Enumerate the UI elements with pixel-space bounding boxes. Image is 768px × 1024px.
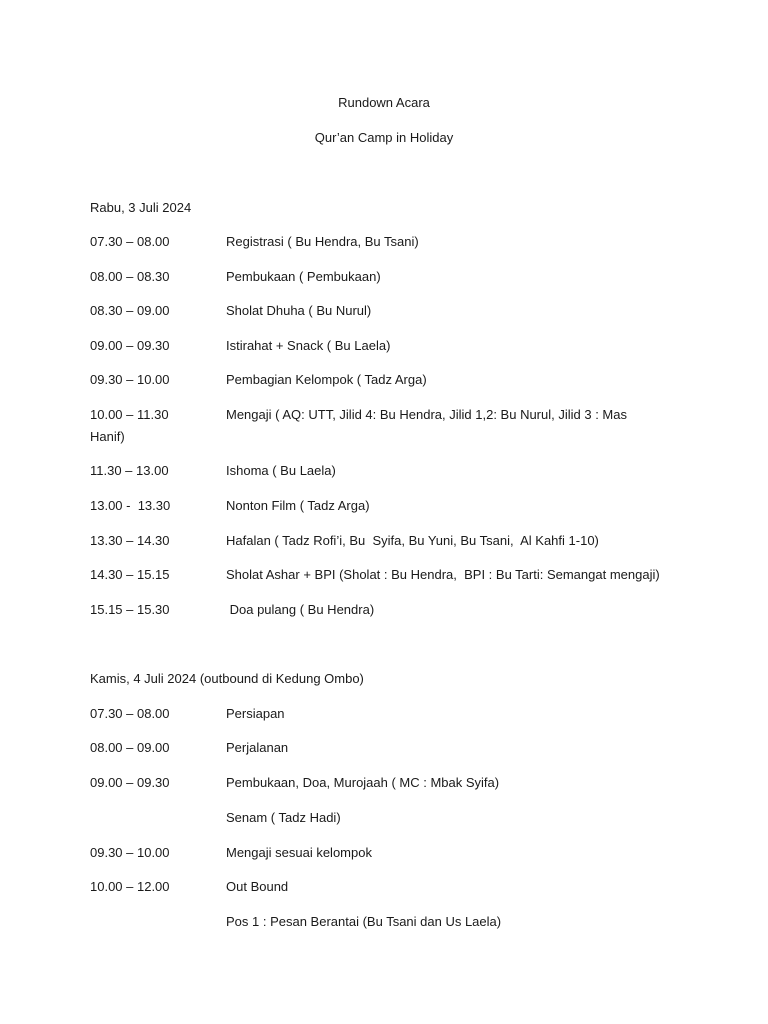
- day1-time-4: 09.00 – 09.30: [90, 338, 170, 353]
- day2-activity-7: Pos 1 : Pesan Berantai (Bu Tsani dan Us Laela): [226, 914, 502, 929]
- day1-activity-10: Sholat Ashar + BPI (Sholat : Bu Hendra, BPI : Bu Tarti: Semangat mengaji): [226, 567, 660, 582]
- day1-activity-8: Nonton Film ( Tadz Arga): [226, 498, 370, 513]
- day1-activity-3: Sholat Dhuha ( Bu Nurul): [226, 303, 372, 318]
- day2-activity-1: Persiapan: [226, 706, 285, 721]
- day1-time-9: 13.30 – 14.30: [90, 533, 170, 548]
- day2-activity-4: Senam ( Tadz Hadi): [226, 810, 341, 825]
- day1-time-2: 08.00 – 08.30: [90, 269, 170, 284]
- day1-activity-2: Pembukaan ( Pembukaan): [226, 269, 381, 284]
- day2-time-3: 09.00 – 09.30: [90, 775, 170, 790]
- day2-activity-5: Mengaji sesuai kelompok: [226, 845, 372, 860]
- day1-activity-6-continuation: Hanif): [90, 429, 125, 444]
- day1-time-10: 14.30 – 15.15: [90, 567, 170, 582]
- day2-time-5: 09.30 – 10.00: [90, 845, 170, 860]
- day1-activity-11: Doa pulang ( Bu Hendra): [226, 602, 375, 617]
- day2-time-6: 10.00 – 12.00: [90, 879, 170, 894]
- page-subtitle: Qur’an Camp in Holiday: [314, 130, 454, 145]
- day1-activity-1: Registrasi ( Bu Hendra, Bu Tsani): [226, 234, 419, 249]
- day1-activity-4: Istirahat + Snack ( Bu Laela): [226, 338, 391, 353]
- day2-time-1: 07.30 – 08.00: [90, 706, 170, 721]
- day1-time-3: 08.30 – 09.00: [90, 303, 170, 318]
- day1-time-6: 10.00 – 11.30: [90, 407, 169, 422]
- day1-time-11: 15.15 – 15.30: [90, 602, 170, 617]
- day1-heading: Rabu, 3 Juli 2024: [90, 200, 192, 215]
- day1-activity-9: Hafalan ( Tadz Rofi’i, Bu Syifa, Bu Yuni, Bu Tsani, Al Kahfi 1-10): [226, 533, 599, 548]
- day2-activity-2: Perjalanan: [226, 740, 289, 755]
- day2-heading: Kamis, 4 Juli 2024 (outbound di Kedung Ombo): [90, 671, 364, 686]
- day2-time-2: 08.00 – 09.00: [90, 740, 170, 755]
- page-title: Rundown Acara: [338, 95, 430, 110]
- day1-time-8: 13.00 - 13.30: [90, 498, 171, 513]
- day1-activity-6: Mengaji ( AQ: UTT, Jilid 4: Bu Hendra, Jilid 1,2: Bu Nurul, Jilid 3 : Mas: [226, 407, 627, 422]
- day1-time-7: 11.30 – 13.00: [90, 463, 169, 478]
- day2-activity-3: Pembukaan, Doa, Murojaah ( MC : Mbak Syifa): [226, 775, 500, 790]
- day1-activity-7: Ishoma ( Bu Laela): [226, 463, 336, 478]
- day1-time-1: 07.30 – 08.00: [90, 234, 170, 249]
- day1-time-5: 09.30 – 10.00: [90, 372, 170, 387]
- day1-activity-5: Pembagian Kelompok ( Tadz Arga): [226, 372, 427, 387]
- day2-activity-6: Out Bound: [226, 879, 289, 894]
